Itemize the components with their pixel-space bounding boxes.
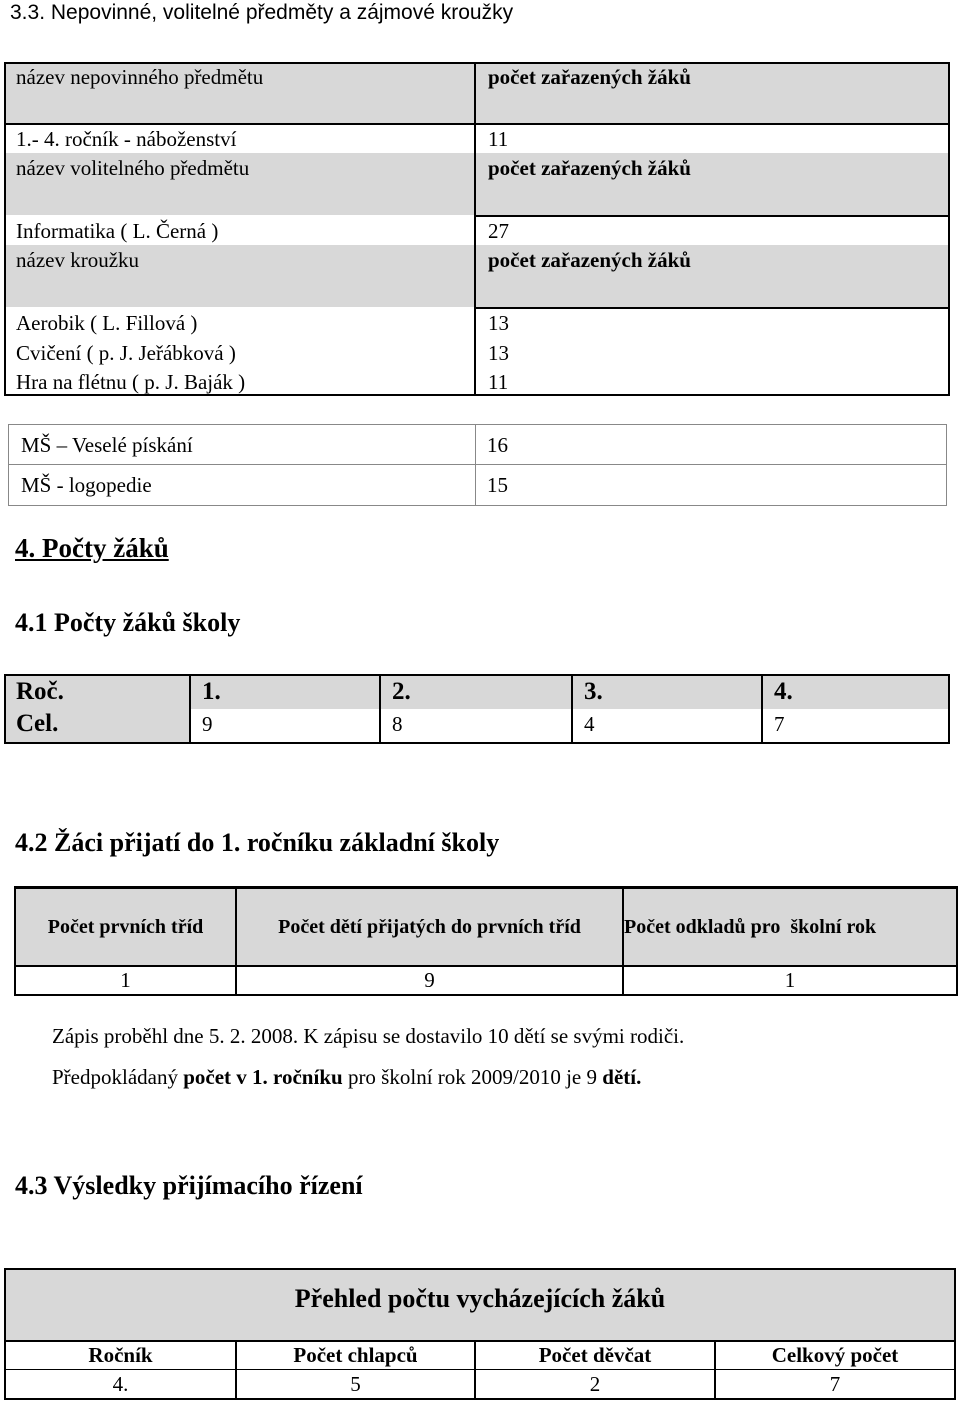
note-predpoklad-part3: pro školní rok 2009/2010 je 9 <box>342 1065 603 1089</box>
section-heading-4-2: 4.2 Žáci přijatí do 1. ročníku základní školy <box>15 828 500 857</box>
cell-row3c-right: 11 <box>488 370 509 394</box>
hdr-rocnik: Ročník <box>88 1343 153 1367</box>
grade-1: 1. <box>202 678 221 705</box>
val-pocet-odkladu: 1 <box>784 968 796 992</box>
grade-4: 4. <box>774 678 793 705</box>
ms-table <box>8 424 947 506</box>
val-rocnik: 4. <box>112 1372 129 1396</box>
val-pocet-deti: 9 <box>424 968 435 992</box>
val-pocet-trid: 1 <box>120 968 131 992</box>
cell-row1-left: 1.- 4. ročník - náboženství <box>16 127 237 151</box>
hdr-celkovy-pocet: Celkový počet <box>771 1343 899 1367</box>
cell-row1-right: 11 <box>488 127 509 151</box>
grade-3: 3. <box>584 678 603 705</box>
ms-row1-right: 16 <box>487 433 508 457</box>
total-1: 9 <box>202 712 213 736</box>
cell-row3c-left: Hra na flétnu ( p. J. Baják ) <box>16 370 246 394</box>
grades-table <box>4 674 950 744</box>
note-predpoklad-part4: dětí. <box>602 1065 642 1089</box>
cell-row3b-right: 13 <box>488 341 509 365</box>
ms-row2-right: 15 <box>487 473 508 497</box>
cell-row3a-left: Aerobik ( L. Fillová ) <box>16 311 198 335</box>
val-pocet-devcat: 2 <box>589 1372 601 1396</box>
cell-row3a-right: 13 <box>488 311 509 335</box>
note-zapis: Zápis proběhl dne 5. 2. 2008. K zápisu se dostavilo 10 dětí se svými rodiči. <box>52 1024 685 1048</box>
section-heading-4: 4. Počty žáků <box>15 533 169 563</box>
cell-hdr2-left: název volitelného předmětu <box>16 156 250 180</box>
total-3: 4 <box>584 712 595 736</box>
leavers-table-title: Přehled počtu vycházejících žáků <box>294 1284 666 1313</box>
cell-row3b-left: Cvičení ( p. J. Jeřábková ) <box>16 341 236 365</box>
cell-hdr2-right: počet zařazených žáků <box>488 156 691 180</box>
hdr-pocet-trid: Počet prvních tříd <box>47 916 204 938</box>
subjects-table <box>4 62 950 396</box>
label-cel: Cel. <box>16 710 59 737</box>
cell-row2-left: Informatika ( L. Černá ) <box>16 219 219 243</box>
note-predpoklad-part1: Předpokládaný <box>52 1065 184 1089</box>
cell-hdr1-right: počet zařazených žáků <box>488 65 691 89</box>
hdr-pocet-devcat: Počet děvčat <box>538 1343 652 1367</box>
admissions-table <box>14 886 958 996</box>
leavers-table <box>4 1268 956 1400</box>
total-4: 7 <box>774 712 785 736</box>
note-predpoklad-part2: počet v 1. ročníku <box>183 1065 343 1089</box>
val-pocet-chlapcu: 5 <box>350 1372 361 1396</box>
hdr-pocet-chlapcu: Počet chlapců <box>293 1343 418 1367</box>
val-celkovy-pocet: 7 <box>829 1372 841 1396</box>
cell-hdr3-left: název kroužku <box>16 248 140 272</box>
ms-row1-left: MŠ – Veselé pískání <box>21 433 193 457</box>
ms-row2-left: MŠ - logopedie <box>21 473 152 497</box>
hdr-pocet-odkladu: Počet odkladů pro školní rok <box>624 916 877 938</box>
cell-hdr1-left: název nepovinného předmětu <box>16 65 264 89</box>
hdr-pocet-deti: Počet dětí přijatých do prvních tříd <box>278 916 581 938</box>
label-roc: Roč. <box>16 678 64 705</box>
cell-hdr3-right: počet zařazených žáků <box>488 248 691 272</box>
cell-row2-right: 27 <box>488 219 509 243</box>
header-row-krouzek <box>4 245 950 307</box>
section-heading-4-1: 4.1 Počty žáků školy <box>15 608 241 637</box>
section-heading-3-3: 3.3. Nepovinné, volitelné předměty a zájmové kroužky <box>10 1 514 24</box>
total-2: 8 <box>392 712 403 736</box>
grade-2: 2. <box>392 678 411 705</box>
section-heading-4-3: 4.3 Výsledky přijímacího řízení <box>15 1171 363 1200</box>
note-predpoklad <box>52 1065 641 1090</box>
